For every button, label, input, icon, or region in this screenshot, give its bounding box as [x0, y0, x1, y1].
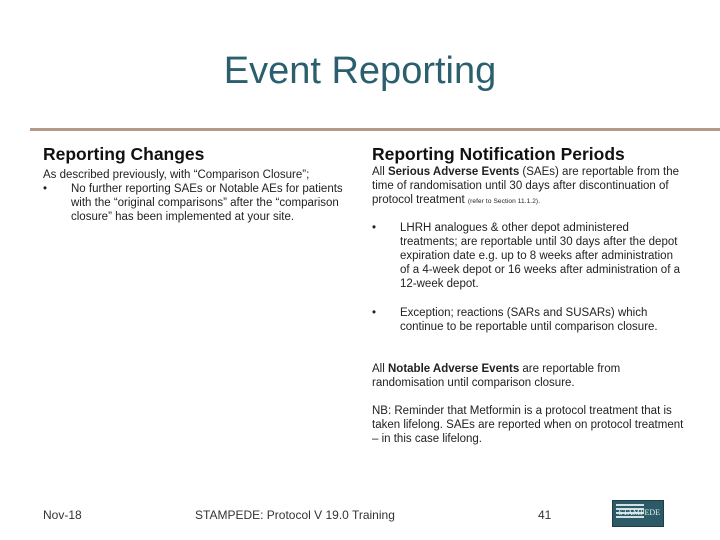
bullet-marker: •	[43, 183, 48, 195]
sae-bold-term: Serious Adverse Events	[387, 166, 520, 178]
left-column-body	[43, 168, 353, 224]
sae-intro-rest: (SAEs) are reportable from the time of randomisation until 30 days after discontinuation of protocol treatment	[372, 166, 680, 206]
section-reference: (refer to Section 11.1.2).	[467, 198, 541, 205]
sae-intro-prefix: All	[372, 166, 388, 178]
sae-reporting-paragraph	[372, 165, 682, 209]
notable-prefix: All	[372, 363, 388, 375]
bullet-marker: •	[372, 307, 377, 319]
left-bullet-item	[43, 182, 353, 224]
slide-title: Event Reporting	[223, 50, 497, 92]
left-intro-text: As described previously, with “Comparison Closure”;	[43, 169, 310, 181]
notable-bold-term: Notable Adverse Events	[387, 363, 520, 375]
notable-rest: are reportable from randomisation until comparison closure.	[372, 363, 621, 389]
lhrh-bullet-text: LHRH analogues & other depot administered treatments; are reportable until 30 days after the depot expiration date e.g. up to 8 weeks after administration of a 4-week depot or 16 weeks after administration of a 12-week depot.	[400, 222, 680, 290]
footer-date: Nov-18	[43, 508, 82, 522]
title-divider	[30, 128, 720, 131]
footer-title: STAMPEDE: Protocol V 19.0 Training	[195, 508, 395, 522]
left-column-heading: Reporting Changes	[43, 144, 205, 164]
right-column-heading: Reporting Notification Periods	[372, 144, 625, 164]
right-bullet-item	[372, 221, 682, 291]
bullet-marker: •	[372, 222, 377, 234]
stampede-logo	[612, 500, 664, 527]
page-number: 41	[538, 508, 552, 522]
right-bullet-item	[372, 306, 682, 334]
exception-bullet-text: Exception; reactions (SARs and SUSARs) which continue to be reportable until comparison closure.	[400, 307, 658, 333]
left-bullet-text: No further reporting SAEs or Notable AEs for patients with the “original comparisons” after the “comparison closure” has been implemented at your site.	[71, 183, 343, 223]
logo-text: STAMPEDE	[618, 508, 660, 517]
notable-ae-paragraph	[372, 362, 682, 390]
metformin-note: NB: Reminder that Metformin is a protocol treatment that is taken lifelong. SAEs are reported when on protocol treatment – in this case lifelong.	[372, 405, 684, 445]
